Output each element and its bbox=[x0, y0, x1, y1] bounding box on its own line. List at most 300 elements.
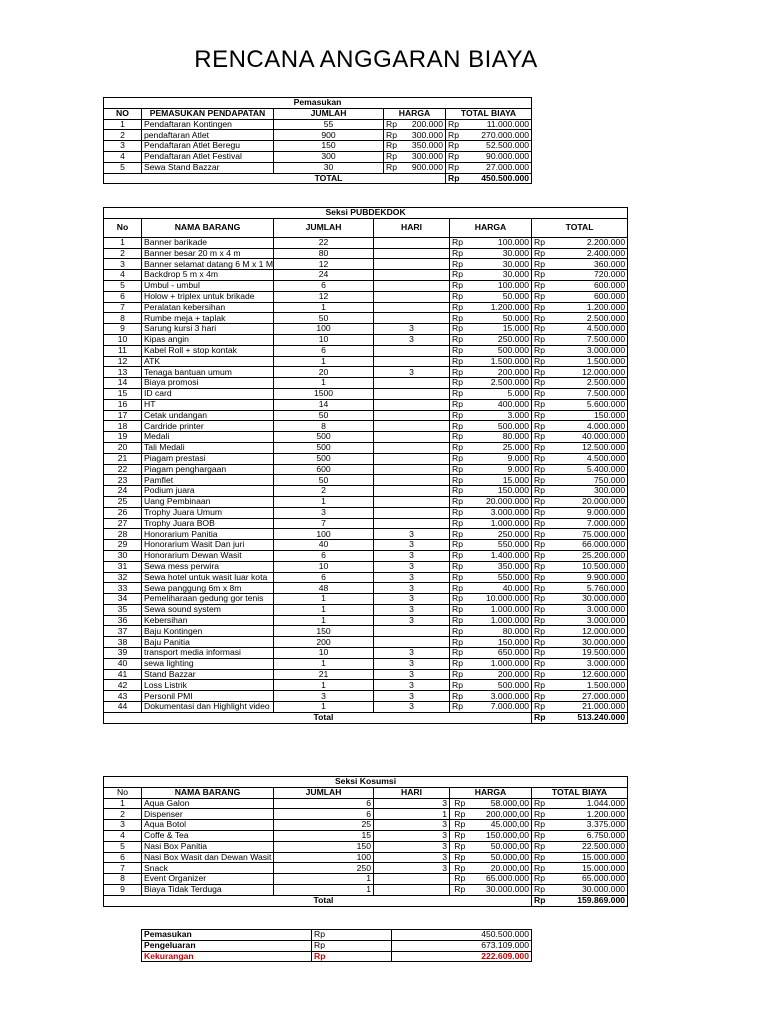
currency: Rp bbox=[532, 248, 560, 259]
item-name: Sewa hotel untuk wasit luar kota bbox=[142, 572, 274, 583]
row-number: 34 bbox=[104, 594, 142, 605]
days bbox=[374, 248, 450, 259]
total: 600.000 bbox=[560, 280, 628, 291]
table-row bbox=[104, 604, 628, 615]
currency: Rp bbox=[450, 626, 470, 637]
price: 1.200.000 bbox=[470, 302, 532, 313]
table-row bbox=[104, 334, 628, 345]
currency: Rp bbox=[446, 130, 466, 141]
row-number: 21 bbox=[104, 453, 142, 464]
days: 3 bbox=[374, 561, 450, 572]
row-number: 10 bbox=[104, 334, 142, 345]
price: 80.000 bbox=[470, 626, 532, 637]
price: 150.000 bbox=[470, 637, 532, 648]
currency: Rp bbox=[450, 507, 470, 518]
table-row bbox=[104, 453, 628, 464]
price: 500.000 bbox=[470, 680, 532, 691]
total: 12.000.000 bbox=[560, 367, 628, 378]
summary-row bbox=[142, 940, 532, 951]
currency: Rp bbox=[532, 712, 560, 723]
currency: Rp bbox=[532, 680, 560, 691]
currency: Rp bbox=[450, 280, 470, 291]
quantity: 200 bbox=[274, 637, 374, 648]
quantity: 100 bbox=[274, 529, 374, 540]
quantity: 6 bbox=[274, 280, 374, 291]
quantity: 7 bbox=[274, 518, 374, 529]
days: 3 bbox=[374, 798, 450, 809]
currency: Rp bbox=[450, 324, 470, 335]
currency: Rp bbox=[450, 637, 470, 648]
currency: Rp bbox=[532, 572, 560, 583]
spacer bbox=[104, 173, 142, 184]
quantity: 150 bbox=[274, 141, 384, 152]
price: 150.000 bbox=[470, 486, 532, 497]
currency: Rp bbox=[446, 173, 466, 184]
total-value: 450.500.000 bbox=[466, 173, 532, 184]
total-label: Total bbox=[274, 712, 374, 723]
row-number: 7 bbox=[104, 302, 142, 313]
item-name: Nasi Box Wasit dan Dewan Wasit bbox=[142, 852, 274, 863]
item-name: Baju Panitia bbox=[142, 637, 274, 648]
price: 500.000 bbox=[470, 345, 532, 356]
quantity: 1 bbox=[274, 604, 374, 615]
row-number: 40 bbox=[104, 658, 142, 669]
row-number: 4 bbox=[104, 830, 142, 841]
quantity: 15 bbox=[274, 830, 374, 841]
total: 25.200.000 bbox=[560, 550, 628, 561]
income-table bbox=[103, 97, 532, 184]
table-row bbox=[104, 820, 628, 831]
currency: Rp bbox=[384, 162, 404, 173]
currency: Rp bbox=[532, 594, 560, 605]
currency: Rp bbox=[384, 130, 404, 141]
total: 270.000.000 bbox=[466, 130, 532, 141]
price: 9.000 bbox=[470, 464, 532, 475]
currency: Rp bbox=[532, 874, 560, 885]
table-row bbox=[104, 302, 628, 313]
days bbox=[374, 496, 450, 507]
kosumsi-table bbox=[103, 776, 628, 907]
price: 10.000.000 bbox=[470, 594, 532, 605]
table-row bbox=[104, 270, 628, 281]
currency: Rp bbox=[450, 572, 470, 583]
item-name: Pendaftaran Kontingen bbox=[142, 119, 274, 130]
item-name: Podium juara bbox=[142, 486, 274, 497]
price: 650.000 bbox=[470, 648, 532, 659]
days bbox=[374, 410, 450, 421]
currency: Rp bbox=[532, 669, 560, 680]
total: 20.000.000 bbox=[560, 496, 628, 507]
currency: Rp bbox=[532, 615, 560, 626]
days bbox=[374, 291, 450, 302]
row-number: 4 bbox=[104, 151, 142, 162]
item-name: Holow + triplex untuk brikade bbox=[142, 291, 274, 302]
table-row bbox=[104, 884, 628, 895]
item-name: Honorarium Wasit Dan juri bbox=[142, 540, 274, 551]
quantity: 24 bbox=[274, 270, 374, 281]
quantity: 1 bbox=[274, 615, 374, 626]
item-name: Honorarium Dewan Wasit bbox=[142, 550, 274, 561]
table-row bbox=[104, 594, 628, 605]
item-name: HT bbox=[142, 399, 274, 410]
row-number: 30 bbox=[104, 550, 142, 561]
total-row bbox=[104, 895, 628, 906]
currency: Rp bbox=[450, 237, 470, 248]
days: 3 bbox=[374, 669, 450, 680]
currency: Rp bbox=[450, 702, 470, 713]
currency: Rp bbox=[450, 399, 470, 410]
days bbox=[374, 399, 450, 410]
price: 65.000.000 bbox=[470, 874, 532, 885]
days bbox=[374, 270, 450, 281]
currency: Rp bbox=[532, 280, 560, 291]
total: 5.760.000 bbox=[560, 583, 628, 594]
currency: Rp bbox=[450, 475, 470, 486]
currency: Rp bbox=[532, 378, 560, 389]
price: 30.000 bbox=[470, 259, 532, 270]
price: 350.000 bbox=[470, 561, 532, 572]
days: 3 bbox=[374, 863, 450, 874]
item-name: Uang Pembinaan bbox=[142, 496, 274, 507]
item-name: Pendaftaran Atlet Beregu bbox=[142, 141, 274, 152]
quantity: 100 bbox=[274, 324, 374, 335]
currency: Rp bbox=[450, 378, 470, 389]
price: 80.000 bbox=[470, 432, 532, 443]
row-number: 3 bbox=[104, 141, 142, 152]
item-name: Cardride printer bbox=[142, 421, 274, 432]
quantity: 20 bbox=[274, 367, 374, 378]
table-row bbox=[104, 702, 628, 713]
price: 50.000,00 bbox=[470, 852, 532, 863]
spacer bbox=[384, 173, 446, 184]
quantity: 6 bbox=[274, 798, 374, 809]
quantity: 1 bbox=[274, 378, 374, 389]
table-row bbox=[104, 648, 628, 659]
currency: Rp bbox=[532, 895, 560, 906]
total: 2.500.000 bbox=[560, 378, 628, 389]
days bbox=[374, 378, 450, 389]
quantity: 6 bbox=[274, 809, 374, 820]
row-number: 9 bbox=[104, 884, 142, 895]
price: 50.000,00 bbox=[470, 841, 532, 852]
row-number: 39 bbox=[104, 648, 142, 659]
spacer bbox=[104, 712, 142, 723]
table-header-row bbox=[104, 108, 532, 119]
days bbox=[374, 313, 450, 324]
days bbox=[374, 874, 450, 885]
item-name: ATK bbox=[142, 356, 274, 367]
price: 2.500.000 bbox=[470, 378, 532, 389]
row-number: 4 bbox=[104, 270, 142, 281]
days bbox=[374, 237, 450, 248]
quantity: 500 bbox=[274, 432, 374, 443]
currency: Rp bbox=[532, 561, 560, 572]
currency: Rp bbox=[384, 141, 404, 152]
item-name: Kipas angin bbox=[142, 334, 274, 345]
days bbox=[374, 421, 450, 432]
quantity: 300 bbox=[274, 151, 384, 162]
price: 20.000.000 bbox=[470, 496, 532, 507]
quantity: 10 bbox=[274, 561, 374, 572]
column-header: HARI bbox=[374, 787, 450, 798]
quantity: 1 bbox=[274, 884, 374, 895]
item-name: Banner besar 20 m x 4 m bbox=[142, 248, 274, 259]
total-row bbox=[104, 712, 628, 723]
quantity: 6 bbox=[274, 572, 374, 583]
quantity: 900 bbox=[274, 130, 384, 141]
currency: Rp bbox=[532, 334, 560, 345]
table-row bbox=[104, 464, 628, 475]
currency: Rp bbox=[532, 237, 560, 248]
quantity: 1 bbox=[274, 874, 374, 885]
currency: Rp bbox=[384, 151, 404, 162]
item-name: Peralatan kebersihan bbox=[142, 302, 274, 313]
item-name: Trophy Juara BOB bbox=[142, 518, 274, 529]
spacer bbox=[374, 712, 532, 723]
item-name: Kebersihan bbox=[142, 615, 274, 626]
price: 5.000 bbox=[470, 388, 532, 399]
column-header: PEMASUKAN PENDAPATAN bbox=[142, 108, 274, 119]
item-name: Sewa panggung 6m x 8m bbox=[142, 583, 274, 594]
currency: Rp bbox=[450, 367, 470, 378]
table-row bbox=[104, 852, 628, 863]
currency: Rp bbox=[450, 432, 470, 443]
section-heading: Pemasukan bbox=[104, 98, 532, 109]
quantity: 250 bbox=[274, 863, 374, 874]
total: 5.400.000 bbox=[560, 464, 628, 475]
table-row bbox=[104, 583, 628, 594]
currency: Rp bbox=[450, 691, 470, 702]
column-header: HARGA bbox=[384, 108, 446, 119]
currency: Rp bbox=[450, 302, 470, 313]
total: 27.000.000 bbox=[466, 162, 532, 173]
price: 3.000.000 bbox=[470, 507, 532, 518]
currency: Rp bbox=[450, 798, 470, 809]
price: 300.000 bbox=[404, 130, 446, 141]
total: 7.000.000 bbox=[560, 518, 628, 529]
currency: Rp bbox=[450, 410, 470, 421]
row-number: 38 bbox=[104, 637, 142, 648]
item-name: Kabel Roll + stop kontak bbox=[142, 345, 274, 356]
quantity: 600 bbox=[274, 464, 374, 475]
quantity: 48 bbox=[274, 583, 374, 594]
currency: Rp bbox=[450, 615, 470, 626]
total: 360.000 bbox=[560, 259, 628, 270]
summary-row bbox=[142, 930, 532, 941]
section-heading: Seksi PUBDEKDOK bbox=[104, 208, 628, 219]
currency: Rp bbox=[532, 507, 560, 518]
table-row bbox=[104, 432, 628, 443]
item-name: Sewa Stand Bazzar bbox=[142, 162, 274, 173]
price: 15.000 bbox=[470, 475, 532, 486]
days bbox=[374, 432, 450, 443]
currency: Rp bbox=[450, 496, 470, 507]
quantity: 1 bbox=[274, 680, 374, 691]
quantity: 55 bbox=[274, 119, 384, 130]
pubdekdok-table bbox=[103, 207, 628, 724]
currency: Rp bbox=[532, 324, 560, 335]
total: 6.750.000 bbox=[560, 830, 628, 841]
quantity: 500 bbox=[274, 442, 374, 453]
days: 3 bbox=[374, 820, 450, 831]
quantity: 8 bbox=[274, 421, 374, 432]
currency: Rp bbox=[532, 540, 560, 551]
quantity: 150 bbox=[274, 626, 374, 637]
table-row bbox=[104, 496, 628, 507]
price: 900.000 bbox=[404, 162, 446, 173]
item-name: sewa lighting bbox=[142, 658, 274, 669]
price: 200.000 bbox=[470, 367, 532, 378]
column-header: No bbox=[104, 218, 142, 237]
days: 3 bbox=[374, 334, 450, 345]
spacer bbox=[374, 895, 532, 906]
price: 250.000 bbox=[470, 529, 532, 540]
table-row bbox=[104, 399, 628, 410]
table-row bbox=[104, 669, 628, 680]
days: 3 bbox=[374, 594, 450, 605]
quantity: 6 bbox=[274, 345, 374, 356]
table-row bbox=[104, 237, 628, 248]
total-value: 513.240.000 bbox=[560, 712, 628, 723]
days bbox=[374, 388, 450, 399]
total: 1.500.000 bbox=[560, 356, 628, 367]
days bbox=[374, 345, 450, 356]
item-name: Stand Bazzar bbox=[142, 669, 274, 680]
quantity: 500 bbox=[274, 453, 374, 464]
total: 30.000.000 bbox=[560, 594, 628, 605]
total: 9.900.000 bbox=[560, 572, 628, 583]
row-number: 24 bbox=[104, 486, 142, 497]
currency: Rp bbox=[450, 863, 470, 874]
days: 3 bbox=[374, 583, 450, 594]
currency: Rp bbox=[450, 583, 470, 594]
quantity: 22 bbox=[274, 237, 374, 248]
quantity: 100 bbox=[274, 852, 374, 863]
table-row bbox=[104, 637, 628, 648]
price: 30.000 bbox=[470, 248, 532, 259]
quantity: 10 bbox=[274, 334, 374, 345]
row-number: 8 bbox=[104, 874, 142, 885]
column-header: No bbox=[104, 787, 142, 798]
table-row bbox=[104, 626, 628, 637]
table-row bbox=[104, 248, 628, 259]
item-name: Pamflet bbox=[142, 475, 274, 486]
currency: Rp bbox=[532, 367, 560, 378]
currency: Rp bbox=[450, 313, 470, 324]
table-row bbox=[104, 291, 628, 302]
item-name: Medali bbox=[142, 432, 274, 443]
quantity: 14 bbox=[274, 399, 374, 410]
quantity: 80 bbox=[274, 248, 374, 259]
row-number: 26 bbox=[104, 507, 142, 518]
currency: Rp bbox=[450, 658, 470, 669]
currency: Rp bbox=[532, 486, 560, 497]
row-number: 23 bbox=[104, 475, 142, 486]
table-row bbox=[104, 421, 628, 432]
currency: Rp bbox=[532, 270, 560, 281]
currency: Rp bbox=[450, 464, 470, 475]
price: 1.000.000 bbox=[470, 658, 532, 669]
quantity: 12 bbox=[274, 291, 374, 302]
quantity: 150 bbox=[274, 841, 374, 852]
price: 30.000 bbox=[470, 270, 532, 281]
row-number: 1 bbox=[104, 237, 142, 248]
currency: Rp bbox=[312, 930, 392, 941]
currency: Rp bbox=[450, 820, 470, 831]
column-header: TOTAL BIAYA bbox=[446, 108, 532, 119]
quantity: 12 bbox=[274, 259, 374, 270]
total: 1.200.000 bbox=[560, 302, 628, 313]
total: 300.000 bbox=[560, 486, 628, 497]
table-row bbox=[104, 680, 628, 691]
row-number: 3 bbox=[104, 820, 142, 831]
item-name: Cetak undangan bbox=[142, 410, 274, 421]
row-number: 15 bbox=[104, 388, 142, 399]
currency: Rp bbox=[450, 874, 470, 885]
table-row bbox=[104, 410, 628, 421]
quantity: 1500 bbox=[274, 388, 374, 399]
item-name: Event Organizer bbox=[142, 874, 274, 885]
item-name: Pemeliharaan gedung gor tenis bbox=[142, 594, 274, 605]
price: 20.000,00 bbox=[470, 863, 532, 874]
price: 50.000 bbox=[470, 291, 532, 302]
table-row bbox=[104, 540, 628, 551]
currency: Rp bbox=[532, 841, 560, 852]
spacer bbox=[142, 895, 274, 906]
item-name: Tenaga bantuan umum bbox=[142, 367, 274, 378]
table-row bbox=[104, 615, 628, 626]
currency: Rp bbox=[450, 540, 470, 551]
table-row bbox=[104, 345, 628, 356]
currency: Rp bbox=[532, 529, 560, 540]
quantity: 21 bbox=[274, 669, 374, 680]
row-number: 37 bbox=[104, 626, 142, 637]
currency: Rp bbox=[450, 884, 470, 895]
item-name: Backdrop 5 m x 4m bbox=[142, 270, 274, 281]
days: 3 bbox=[374, 367, 450, 378]
price: 400.000 bbox=[470, 399, 532, 410]
price: 3.000 bbox=[470, 410, 532, 421]
column-header: NO bbox=[104, 108, 142, 119]
currency: Rp bbox=[450, 388, 470, 399]
item-name: Sarung kursi 3 hari bbox=[142, 324, 274, 335]
currency: Rp bbox=[532, 432, 560, 443]
total: 7.500.000 bbox=[560, 388, 628, 399]
item-name: Banner barikade bbox=[142, 237, 274, 248]
total: 1.044.000 bbox=[560, 798, 628, 809]
days bbox=[374, 884, 450, 895]
currency: Rp bbox=[532, 442, 560, 453]
currency: Rp bbox=[532, 464, 560, 475]
price: 15.000 bbox=[470, 324, 532, 335]
row-number: 7 bbox=[104, 863, 142, 874]
days: 3 bbox=[374, 540, 450, 551]
currency: Rp bbox=[450, 680, 470, 691]
price: 550.000 bbox=[470, 572, 532, 583]
currency: Rp bbox=[532, 356, 560, 367]
section-heading: Seksi Kosumsi bbox=[104, 777, 628, 788]
total: 12.000.000 bbox=[560, 626, 628, 637]
summary-value: 673.109.000 bbox=[392, 940, 532, 951]
quantity: 1 bbox=[274, 702, 374, 713]
table-row bbox=[104, 809, 628, 820]
currency: Rp bbox=[450, 270, 470, 281]
price: 100.000 bbox=[470, 237, 532, 248]
row-number: 11 bbox=[104, 345, 142, 356]
column-header: JUMLAH bbox=[274, 108, 384, 119]
summary-label: Pemasukan bbox=[142, 930, 312, 941]
total: 1.200.000 bbox=[560, 809, 628, 820]
